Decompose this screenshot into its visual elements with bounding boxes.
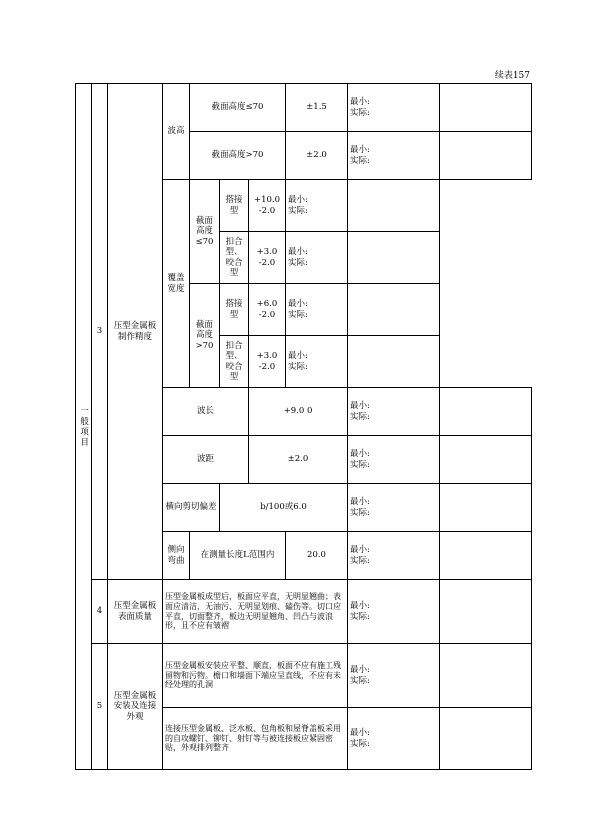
item-name-5: 压型金属板安装及连接外观 [108, 644, 163, 770]
result-cell [348, 388, 440, 436]
actual-label: 实际: [350, 155, 370, 166]
actual-label: 实际: [350, 459, 370, 470]
actual-label: 实际: [350, 411, 370, 422]
wave-height-cond-2: 截面高度>70 [190, 132, 286, 180]
remarks-cell [440, 484, 532, 532]
min-label: 最小: [350, 728, 370, 739]
item-5-requirement-1: 压型金属板安装应平整、顺直，板面不应有施工残留物和污物。檐口和墙面下端应呈直线，不应有未经处理的孔洞 [163, 644, 348, 708]
group-label: 一般项目 [76, 84, 92, 770]
cover-tol-4: +3.0 -2.0 [249, 336, 286, 388]
actual-label: 实际: [288, 361, 308, 372]
inspection-table [75, 83, 532, 770]
min-label: 最小: [350, 601, 370, 612]
result-cell [348, 644, 440, 708]
remarks-cell [440, 388, 532, 436]
wave-pitch-label: 波距 [163, 436, 249, 484]
cover-type-3: 搭接型 [220, 284, 249, 336]
item-5-requirement-2: 连接压型金属板、泛水板、包角板和屋脊盖板采用的自攻螺钉、铆钉、射钉等与被连接板应紧固密贴，外观排列整齐 [163, 708, 348, 770]
min-label: 最小: [350, 97, 370, 108]
actual-label: 实际: [350, 611, 370, 622]
actual-label: 实际: [350, 675, 370, 686]
result-cell [286, 336, 348, 388]
min-label: 最小: [288, 247, 308, 258]
actual-label: 实际: [288, 309, 308, 320]
result-cell [286, 284, 348, 336]
result-cell [348, 132, 440, 180]
actual-label: 实际: [288, 205, 308, 216]
cover-tol-3: +6.0 -2.0 [249, 284, 286, 336]
wave-pitch-tol: ±2.0 [249, 436, 348, 484]
cover-cond-2: 截面高度>70 [190, 284, 220, 388]
cover-cond-1: 截面高度≤70 [190, 180, 220, 284]
item-name-4: 压型金属板表面质量 [108, 580, 163, 644]
min-label: 最小: [350, 401, 370, 412]
item-name-3: 压型金属板制作精度 [108, 84, 163, 580]
item-no-3: 3 [92, 84, 108, 580]
min-label: 最小: [350, 665, 370, 676]
result-cell [348, 484, 440, 532]
remarks-cell [348, 336, 440, 388]
min-label: 最小: [350, 145, 370, 156]
result-cell [348, 532, 440, 580]
cover-type-4: 扣合型、咬合型 [220, 336, 249, 388]
result-cell [286, 232, 348, 284]
item-4-requirement: 压型金属板成型后，板面应平直，无明显翘曲；表面应清洁，无油污、无明显划痕、磕伤等。切口应平直，切面整齐，板边无明显翘角、凹凸与波浪形，且不应有皱褶 [163, 580, 348, 644]
table-caption: 续表157 [494, 71, 530, 81]
remarks-cell [440, 644, 532, 708]
min-label: 最小: [288, 195, 308, 206]
remarks-cell [348, 180, 440, 232]
min-label: 最小: [350, 449, 370, 460]
wave-height-label: 波高 [163, 84, 190, 180]
result-cell [348, 708, 440, 770]
side-bend-tol: 20.0 [286, 532, 348, 580]
result-cell [348, 84, 440, 132]
wave-height-tol-2: ±2.0 [286, 132, 348, 180]
result-cell [286, 180, 348, 232]
remarks-cell [440, 84, 532, 132]
cover-tol-1: +10.0 -2.0 [249, 180, 286, 232]
remarks-cell [348, 232, 440, 284]
remarks-cell [348, 284, 440, 336]
item-no-5: 5 [92, 644, 108, 770]
wave-length-tol: +9.0 0 [249, 388, 348, 436]
actual-label: 实际: [350, 107, 370, 118]
cover-width-label: 覆盖宽度 [163, 180, 190, 388]
shear-label: 横向剪切偏差 [163, 484, 220, 532]
result-cell [348, 436, 440, 484]
cover-tol-2: +3.0 -2.0 [249, 232, 286, 284]
cover-type-1: 搭接型 [220, 180, 249, 232]
min-label: 最小: [288, 299, 308, 310]
side-bend-label: 侧向弯曲 [163, 532, 190, 580]
cover-type-2: 扣合型、咬合型 [220, 232, 249, 284]
remarks-cell [440, 532, 532, 580]
remarks-cell [440, 132, 532, 180]
actual-label: 实际: [350, 507, 370, 518]
actual-label: 实际: [288, 257, 308, 268]
remarks-cell [440, 708, 532, 770]
result-cell [348, 580, 440, 644]
remarks-cell [440, 580, 532, 644]
wave-height-cond-1: 截面高度≤70 [190, 84, 286, 132]
min-label: 最小: [350, 497, 370, 508]
min-label: 最小: [288, 351, 308, 362]
item-no-4: 4 [92, 580, 108, 644]
wave-length-label: 波长 [163, 388, 249, 436]
side-bend-cond: 在测量长度L范围内 [190, 532, 286, 580]
actual-label: 实际: [350, 738, 370, 749]
min-label: 最小: [350, 545, 370, 556]
shear-tol: b/100或6.0 [220, 484, 348, 532]
actual-label: 实际: [350, 555, 370, 566]
wave-height-tol-1: ±1.5 [286, 84, 348, 132]
remarks-cell [440, 436, 532, 484]
